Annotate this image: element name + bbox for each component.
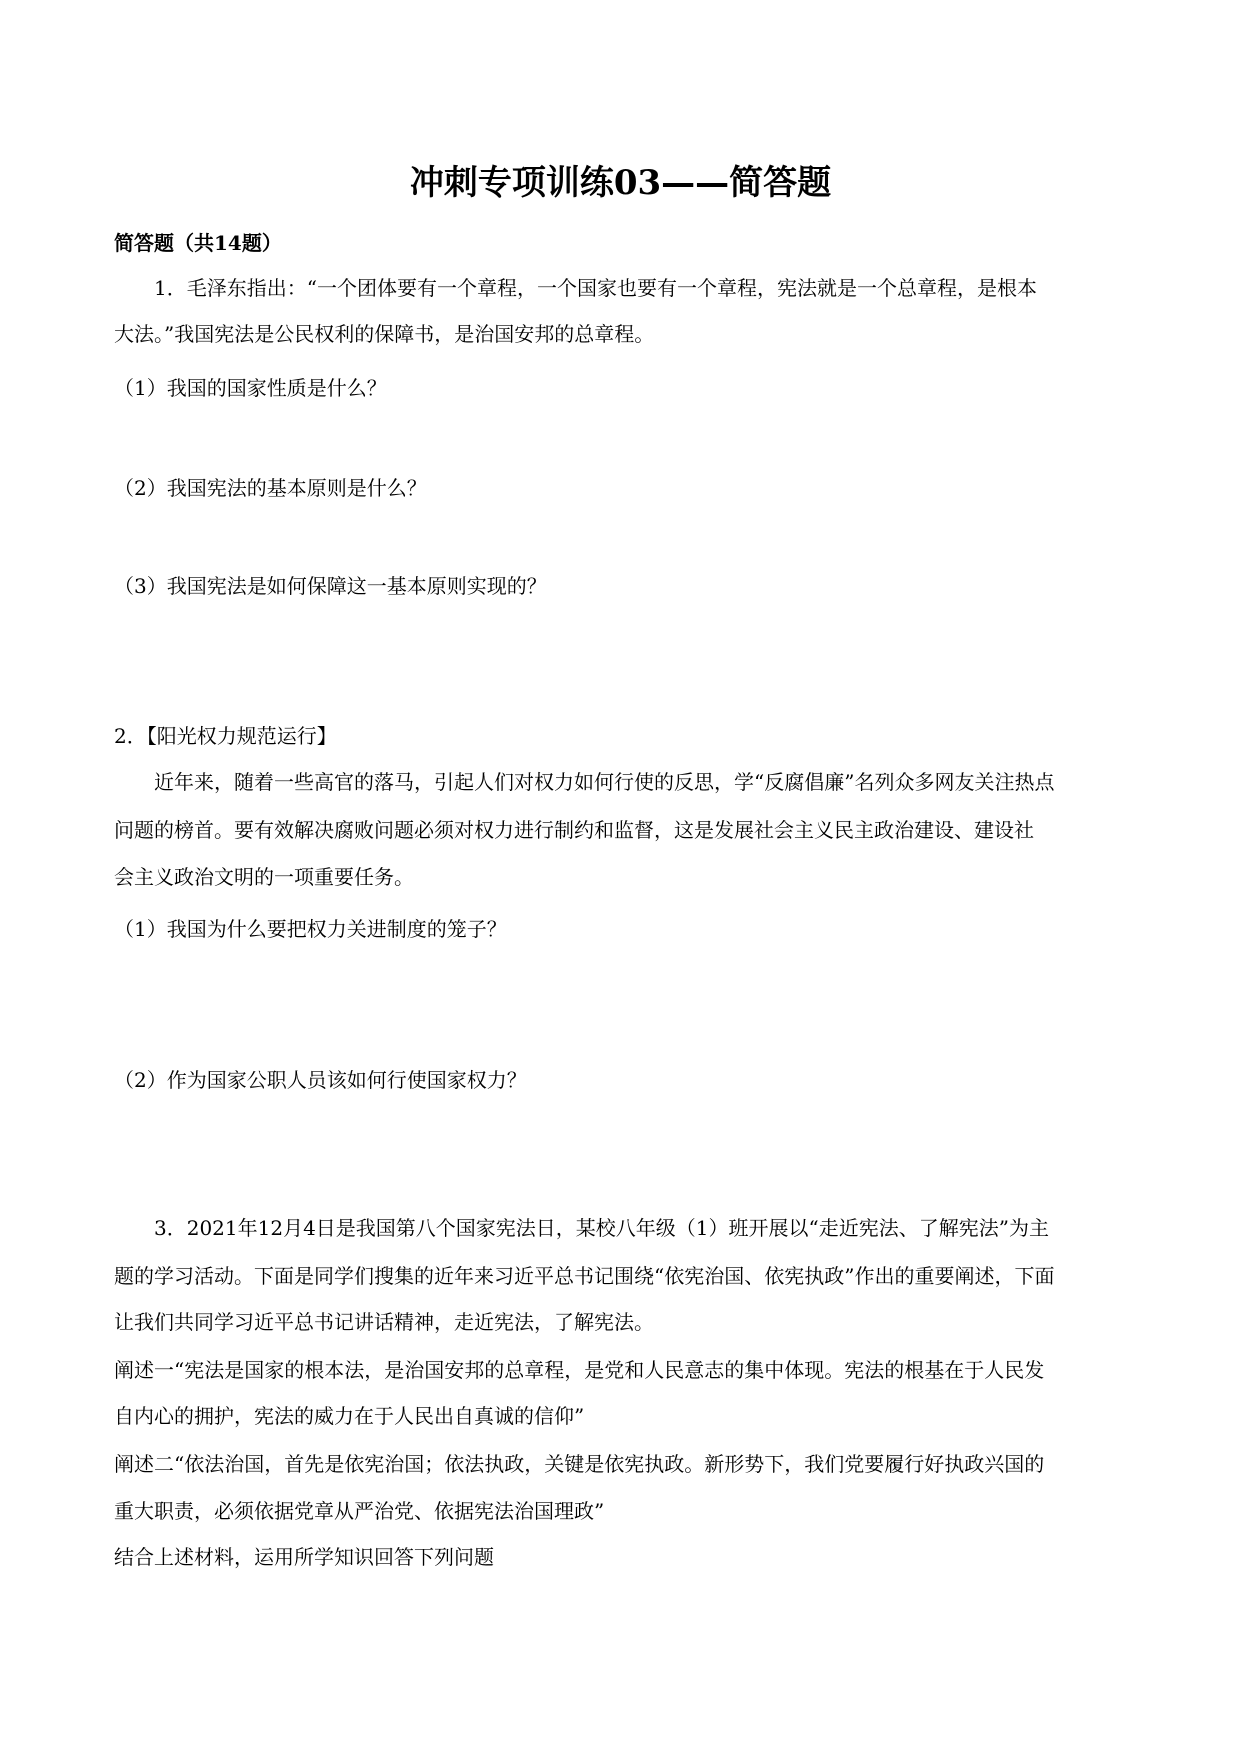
q2-subquestion-1: （1）我国为什么要把权力关进制度的笼子？ [114,917,507,941]
q3-quote-2-line-2: 重大职责，必须依据党章从严治党、依据宪法治国理政” [114,1499,605,1523]
q3-stem-line-3: 让我们共同学习近平总书记讲话精神，走近宪法，了解宪法。 [114,1310,654,1334]
q2-paragraph-line-1: 近年来，随着一些高官的落马，引起人们对权力如何行使的反思，学“反腐倡廉”名列众多网友关注热点 [154,770,1055,794]
q1-stem-line-1: 1．毛泽东指出：“一个团体要有一个章程，一个国家也要有一个章程，宪法就是一个总章程，是根本 [154,276,1037,300]
q2-paragraph-line-2: 问题的榜首。要有效解决腐败问题必须对权力进行制约和监督，这是发展社会主义民主政治建设、建设社 [114,818,1034,842]
q3-stem-line-1: 3．2021年12月4日是我国第八个国家宪法日，某校八年级（1）班开展以“走近宪法、了解宪法”为主 [154,1216,1049,1240]
q1-subquestion-3: （3）我国宪法是如何保障这一基本原则实现的？ [114,574,547,598]
q3-instruction: 结合上述材料，运用所学知识回答下列问题 [114,1545,494,1569]
q2-subquestion-2: （2）作为国家公职人员该如何行使国家权力？ [114,1068,527,1092]
q2-paragraph-line-3: 会主义政治文明的一项重要任务。 [114,865,414,889]
q3-stem-line-2: 题的学习活动。下面是同学们搜集的近年来习近平总书记围绕“依宪治国、依宪执政”作出的重要阐述，下面 [114,1264,1055,1288]
q3-quote-1-line-2: 自内心的拥护，宪法的威力在于人民出自真诚的信仰” [114,1404,585,1428]
q1-stem-line-2: 大法。”我国宪法是公民权利的保障书，是治国安邦的总章程。 [114,322,655,346]
q3-quote-2-line-1: 阐述二“依法治国，首先是依宪治国；依法执政，关键是依宪执政。新形势下，我们党要履行好执政兴国的 [114,1452,1045,1476]
q3-quote-1-line-1: 阐述一“宪法是国家的根本法，是治国安邦的总章程，是党和人民意志的集中体现。宪法的根基在于人民发 [114,1358,1045,1382]
page-title: 冲刺专项训练03——简答题 [409,163,832,203]
q1-subquestion-1: （1）我国的国家性质是什么？ [114,376,387,400]
section-header: 简答题（共14题） [114,231,282,255]
q1-subquestion-2: （2）我国宪法的基本原则是什么？ [114,476,427,500]
q2-heading: 2．【阳光权力规范运行】 [114,724,337,748]
